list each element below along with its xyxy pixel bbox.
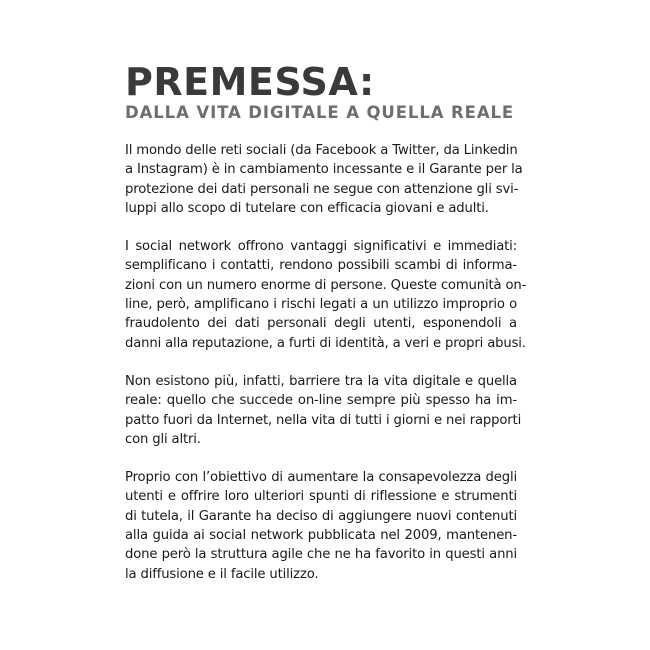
text-line: Proprio con l’obiettivo di aumentare la consapevolezza degli	[125, 470, 517, 486]
body-text	[125, 141, 527, 584]
text-line: Il mondo delle reti sociali (da Facebook a Twitter, da Linkedin	[125, 143, 518, 158]
paragraph-1	[125, 141, 523, 218]
text-line: semplificano i contatti, rendono possibili scambi di informa-	[125, 258, 517, 274]
text-line: utenti e offrire loro ulteriori spunti di riflessione e strumenti	[125, 489, 517, 505]
text-line: alla guida ai social network pubblicata nel 2009, mantenen-	[125, 528, 517, 544]
page-title: PREMESSA:	[125, 60, 375, 104]
text-line: I social network offrono vantaggi significativi e immediati:	[125, 239, 517, 255]
page-subtitle: DALLA VITA DIGITALE A QUELLA REALE	[125, 103, 515, 122]
text-line: reale: quello che succede on-line sempre più spesso ha im-	[125, 393, 517, 409]
text-line: luppi allo scopo di tutelare con efficacia giovani e adulti.	[125, 200, 489, 216]
text-line: di tutela, il Garante ha deciso di aggiungere nuovi contenuti	[125, 508, 517, 524]
text-line: protezione dei dati personali ne segue con attenzione gli svi-	[125, 181, 519, 197]
paragraph-2	[125, 237, 527, 353]
text-line: la diffusione e il facile utilizzo.	[125, 566, 319, 582]
text-line: a Instagram) è in cambiamento incessante e il Garante per la	[125, 162, 523, 178]
text-line: Non esistono più, infatti, barriere tra la vita digitale e quella	[125, 373, 517, 389]
text-line: danni alla reputazione, a furti di identità, a veri e propri abusi.	[125, 335, 526, 351]
text-line: done però la struttura agile che ne ha favorito in questi anni	[125, 547, 517, 563]
text-line: patto fuori da Internet, nella vita di tutti i giorni e nei rapporti	[125, 412, 522, 428]
text-line: fraudolento dei dati personali degli utenti, esponendoli a	[125, 316, 517, 332]
paragraph-4	[125, 468, 517, 584]
text-line: con gli altri.	[125, 431, 201, 447]
text-line: line, però, amplificano i rischi legati a un utilizzo improprio o	[125, 297, 517, 313]
document-page	[125, 60, 527, 603]
paragraph-3	[125, 372, 522, 449]
text-line: zioni con un numero enorme di persone. Queste comunità on-	[125, 277, 527, 293]
